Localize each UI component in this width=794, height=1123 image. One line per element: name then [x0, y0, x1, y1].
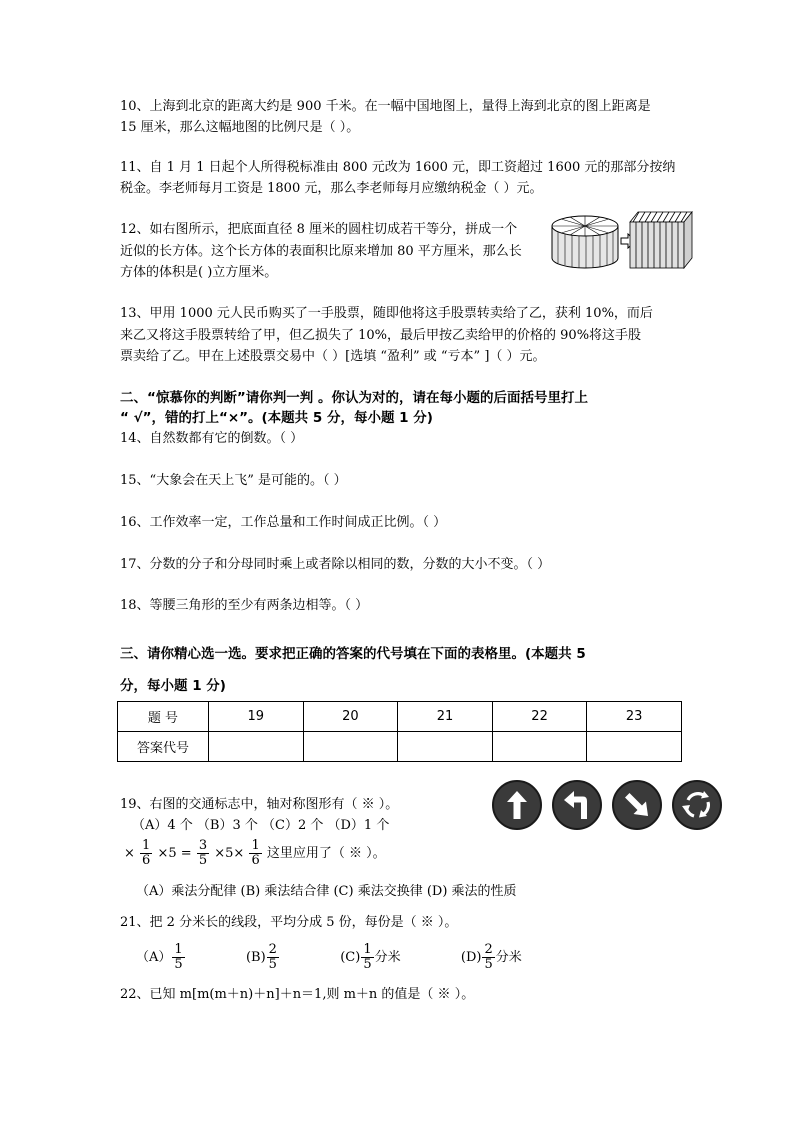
q15-text: 15、“大象会在天上飞” 是可能的。（ ）: [120, 473, 347, 488]
q19-options: （A）4 个 （B）3 个 （C）2 个 （D）1 个: [132, 818, 390, 833]
answer-cell-23[interactable]: [587, 732, 682, 762]
table-number-23: 23: [587, 702, 682, 732]
q18-text: 18、等腰三角形的至少有两条边相等。（ ）: [120, 598, 369, 613]
fraction-1-6-b: $\frac{1}{6}$: [251, 838, 260, 868]
table-number-22: 22: [492, 702, 587, 732]
q20-post: 这里应用了（ ※ ）。: [266, 846, 386, 861]
cylinder-to-cuboid-figure: [548, 208, 694, 272]
table-header-label: 题 号: [118, 702, 209, 732]
q11-line1: 11、自 1 月 1 日起个人所得税标准由 800 元改为 1600 元，即工资超过 1600 元的那部分按纳: [120, 160, 676, 175]
table-number-20: 20: [303, 702, 398, 732]
q20-mid1: ×5 =: [157, 846, 192, 861]
section2-heading-line1: 二、“惊慕你的判断”请你判一判 。你认为对的，请在每小题的后面括号里打上: [120, 390, 588, 406]
q21-option-d: (D) $\frac{2}{5}$ 分米: [460, 942, 522, 972]
answer-cell-21[interactable]: [398, 732, 493, 762]
turn-left-icon: [552, 780, 602, 830]
section3-heading-line1: 三、请你精心选一选。要求把正确的答案的代号填在下面的表格里。(本题共 5: [120, 646, 586, 662]
q21-line1: 21、把 2 分米长的线段，平均分成 5 份，每份是（ ※ ）。: [120, 915, 458, 930]
q20-pre: ×: [124, 846, 135, 861]
q13-line1: 13、甲用 1000 元人民币购买了一手股票，随即他将这手股票转卖给了乙，获利 10%，而后: [120, 306, 653, 321]
q21-option-c: (C) $\frac{1}{5}$ 分米: [340, 942, 401, 972]
q21-option-b: (B) $\frac{2}{5}$: [245, 942, 277, 972]
q17-text: 17、分数的分子和分母同时乘上或者除以相同的数，分数的大小不变。（ ）: [120, 557, 551, 572]
q12-line1: 12、如右图所示，把底面直径 8 厘米的圆柱切成若干等分，拼成一个: [120, 222, 518, 237]
table-number-19: 19: [209, 702, 304, 732]
q13-line2: 来乙又将这手股票转给了甲，但乙损失了 10%，最后甲按乙卖给甲的价格的 90%将这手股: [120, 328, 642, 343]
traffic-signs: [492, 780, 722, 830]
answer-cell-19[interactable]: [209, 732, 304, 762]
answer-cell-20[interactable]: [303, 732, 398, 762]
table-row: [118, 732, 682, 762]
section3-heading-line2: 分，每小题 1 分): [120, 678, 226, 694]
q14-text: 14、自然数都有它的倒数。（ ）: [120, 431, 304, 446]
q12-line3: 方体的体积是( )立方厘米。: [120, 265, 278, 280]
q10-line1: 10、上海到北京的距离大约是 900 千米。在一幅中国地图上，量得上海到北京的图上距离是: [120, 99, 651, 114]
table-answer-label: 答案代号: [118, 732, 209, 762]
q10-line2: 15 厘米，那么这幅地图的比例尺是（ ）。: [120, 120, 360, 135]
arrow-down-right-icon: [612, 780, 662, 830]
fraction-3-5: $\frac{3}{5}$: [198, 838, 208, 868]
q21-options: [136, 942, 522, 974]
table-row: [118, 702, 682, 732]
q20-mid2: ×5×: [214, 846, 245, 861]
table-number-21: 21: [398, 702, 493, 732]
answer-table: [117, 701, 682, 762]
q12-line2: 近似的长方体。这个长方体的表面积比原来增加 80 平方厘米，那么长: [120, 244, 522, 259]
q13-line3: 票卖给了乙。甲在上述股票交易中（ ）[选填 “盈利” 或 “亏本” ]（ ）元。: [120, 349, 546, 364]
q20-options: （A）乘法分配律 (B) 乘法结合律 (C) 乘法交换律 (D) 乘法的性质: [136, 884, 517, 899]
answer-cell-22[interactable]: [492, 732, 587, 762]
roundabout-icon: [672, 780, 722, 830]
q19-line1: 19、右图的交通标志中，轴对称图形有（ ※ ）。: [120, 797, 399, 812]
q21-option-a: （A） $\frac{1}{5}$: [136, 942, 183, 972]
section2-heading-line2: “ √”，错的打上“×”。(本题共 5 分，每小题 1 分): [120, 410, 433, 426]
q16-text: 16、工作效率一定，工作总量和工作时间成正比例。（ ）: [120, 515, 447, 530]
q20-line1: [124, 838, 386, 870]
q11-line2: 税金。李老师每月工资是 1800 元，那么李老师每月应缴纳税金（ ）元。: [120, 181, 543, 196]
q22-line1: 22、已知 m[m(m＋n)＋n]＋n＝1,则 m＋n 的值是（ ※ ）。: [120, 987, 475, 1002]
arrow-up-icon: [492, 780, 542, 830]
fraction-1-6: $\frac{1}{6}$: [142, 838, 151, 868]
